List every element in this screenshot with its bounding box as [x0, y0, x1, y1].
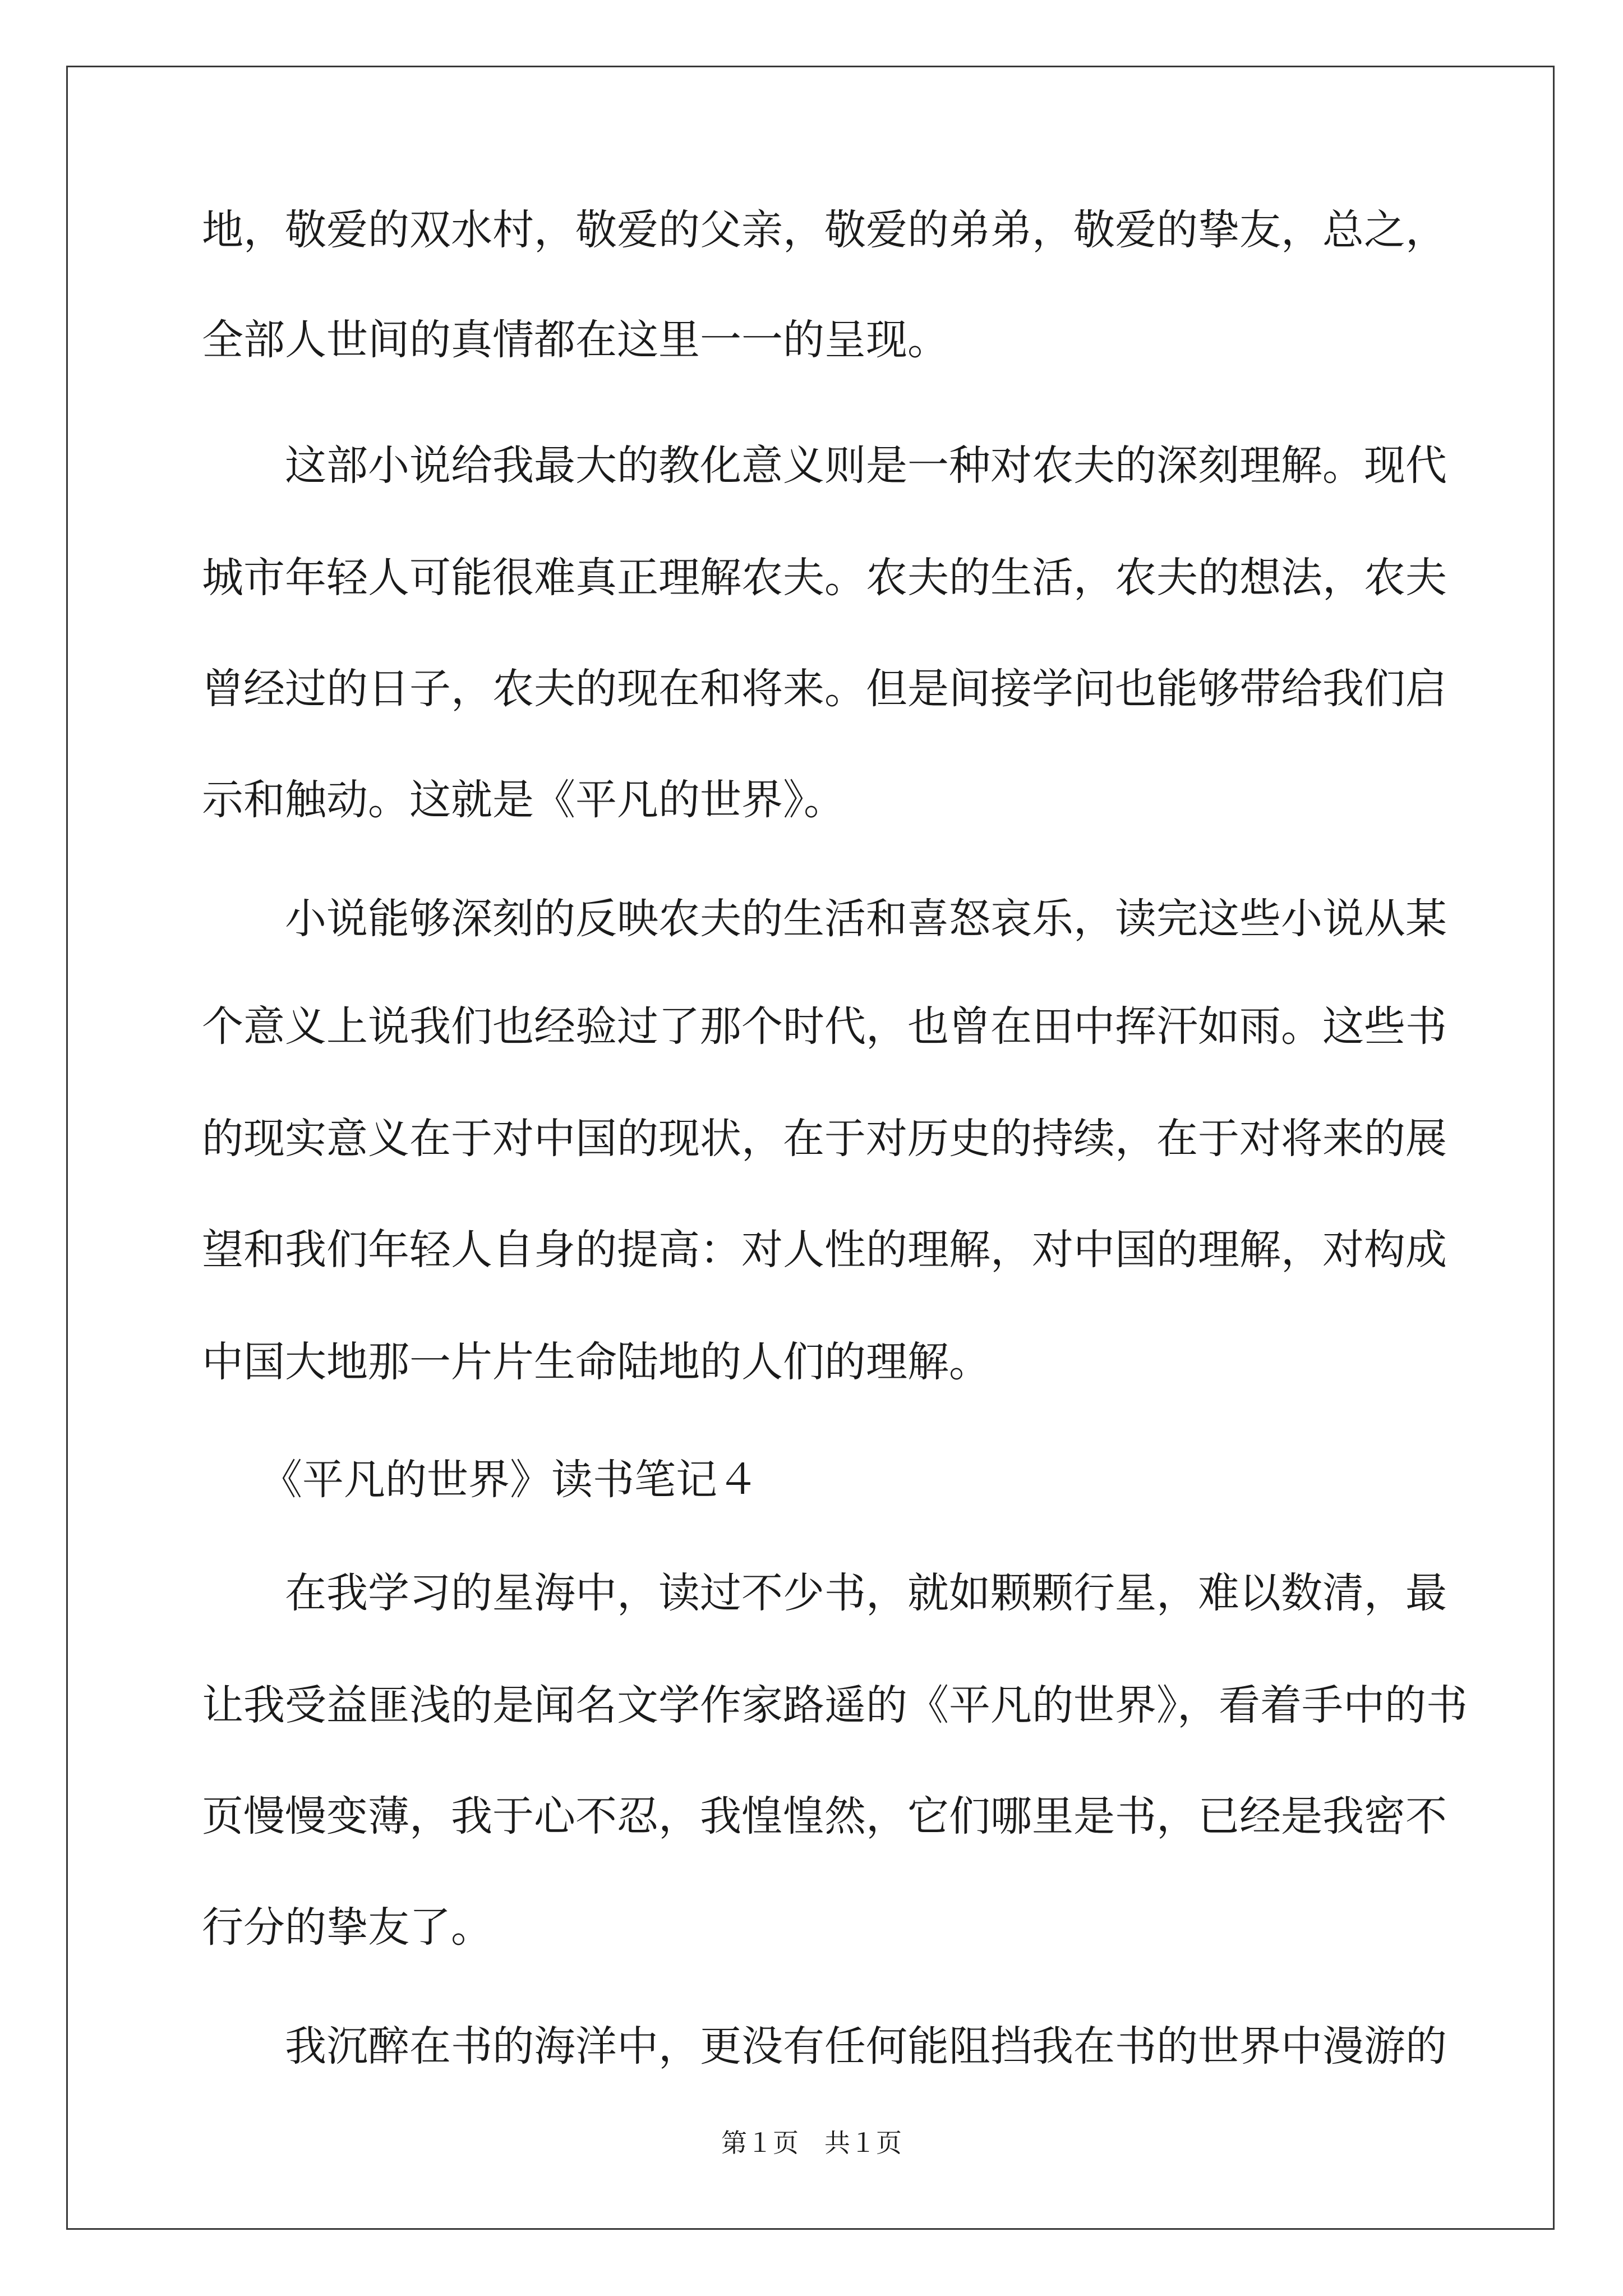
text-line: 的现实意义在于对中国的现状，在于对历史的持续，在于对将来的展 [202, 1115, 1447, 1163]
text-line: 小说能够深刻的反映农夫的生活和喜怒哀乐，读完这些小说从某 [285, 895, 1447, 943]
text-line: 全部人世间的真情都在这里一一的呈现。 [202, 316, 949, 364]
text-line: 城市年轻人可能很难真正理解农夫。农夫的生活，农夫的想法，农夫 [202, 554, 1447, 602]
text-line: 望和我们年轻人自身的提高：对人性的理解，对中国的理解，对构成 [202, 1226, 1447, 1274]
text-line: 在我学习的星海中，读过不少书，就如颗颗行星，难以数清，最 [285, 1569, 1447, 1617]
page-footer: 第１页 共１页 [721, 2128, 902, 2158]
text-line: 页慢慢变薄，我于心不忍，我惶惶然，它们哪里是书，已经是我密不 [202, 1792, 1447, 1841]
text-line: 地，敬爱的双水村，敬爱的父亲，敬爱的弟弟，敬爱的挚友，总之， [202, 206, 1447, 254]
section-heading: 《平凡的世界》读书笔记４ [261, 1456, 759, 1504]
text-line: 让我受益匪浅的是闻名文学作家路遥的《平凡的世界》，看着手中的书 [202, 1681, 1468, 1729]
text-line: 这部小说给我最大的教化意义则是一种对农夫的深刻理解。现代 [285, 441, 1447, 490]
text-line: 曾经过的日子，农夫的现在和将来。但是间接学问也能够带给我们启 [202, 665, 1447, 713]
text-line: 示和触动。这就是《平凡的世界》。 [202, 776, 845, 824]
text-line: 行分的挚友了。 [202, 1903, 492, 1952]
text-line: 个意义上说我们也经验过了那个时代，也曾在田中挥汗如雨。这些书 [202, 1002, 1447, 1051]
text-line: 我沉醉在书的海洋中，更没有任何能阻挡我在书的世界中漫游的 [285, 2022, 1447, 2070]
text-line: 中国大地那一片片生命陆地的人们的理解。 [202, 1338, 990, 1386]
